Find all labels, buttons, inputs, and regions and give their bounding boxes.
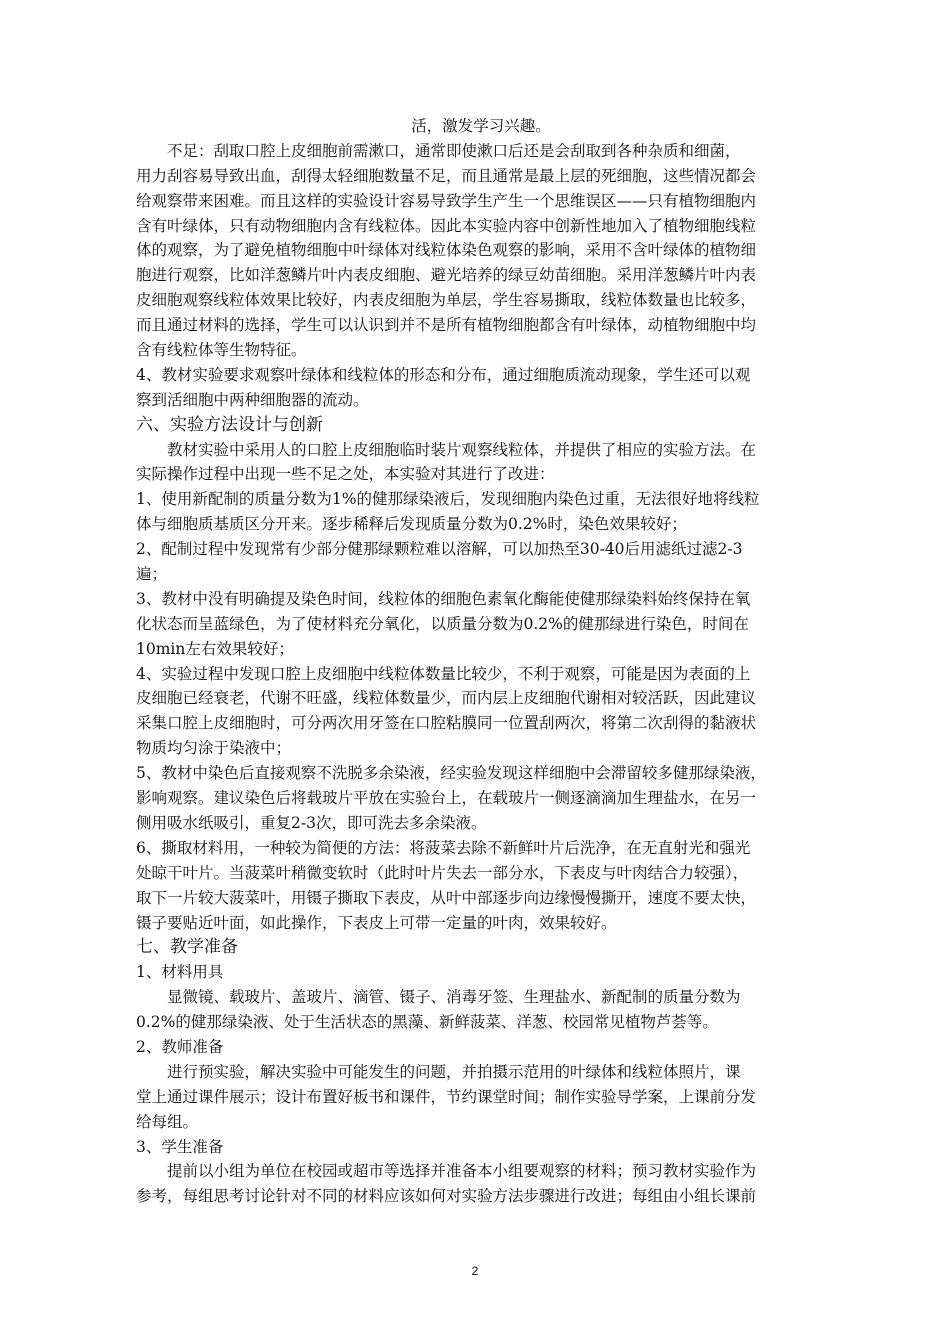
text-line: 察到活细胞中两种细胞器的流动。 (136, 390, 369, 409)
text-line: 取下一片较大菠菜叶，用镊子撕取下表皮，从叶中部逐步向边缘慢慢撕开，速度不要太快， (136, 888, 757, 907)
list-item-4: 4、实验过程中发现口腔上皮细胞中线粒体数量比较少，不利于观察，可能是因为表面的上 (136, 664, 751, 683)
text-line: 镊子要贴近叶面，如此操作，下表皮上可带一定量的叶肉，效果较好。 (136, 913, 617, 932)
text-line: 处晾干叶片。当菠菜叶稍微变软时（此时叶片失去一部分水，下表皮与叶肉结合力较强）， (136, 863, 749, 882)
text-line: 给每组。 (136, 1112, 199, 1131)
text-line: 侧用吸水纸吸引，重复2-3次，即可洗去多余染液。 (136, 813, 487, 832)
section-heading-6: 六、实验方法设计与创新 (136, 414, 323, 435)
text-line: 物质均匀涂于染液中； (136, 739, 292, 758)
text-line: 10min左右效果较好； (136, 639, 294, 658)
text-line: 遍； (136, 565, 168, 584)
text-line: 0.2%的健那绿染液、处于生活状态的黑藻、新鲜菠菜、洋葱、校园常见植物芦荟等。 (136, 1013, 718, 1032)
text-line: 堂上通过课件展示；设计布置好板书和课件，节约课堂时间；制作实验导学案，上课前分发 (136, 1087, 757, 1106)
text-line: 实际操作过程中出现一些不足之处，本实验对其进行了改进： (136, 465, 555, 484)
text-line: 胞进行观察，比如洋葱鳞片叶内表皮细胞、避光培养的绿豆幼苗细胞。采用洋葱鳞片叶内表 (136, 266, 757, 285)
text-line: 给观察带来困难。而且这样的实验设计容易导致学生产生一个思维误区——只有植物细胞内 (136, 191, 757, 210)
text-line: 显微镜、载玻片、盖玻片、滴管、镊子、消毒牙签、生理盐水、新配制的质量分数为 (167, 988, 741, 1007)
text-line: 而且通过材料的选择，学生可以认识到并不是所有植物细胞都含有叶绿体，动植物细胞中均 (136, 316, 757, 335)
text-line: 进行预实验，解决实验中可能发生的问题，并拍摄示范用的叶绿体和线粒体照片，课 (167, 1062, 741, 1081)
text-line: 教材实验中采用人的口腔上皮细胞临时装片观察线粒体，并提供了相应的实验方法。在 (167, 440, 757, 459)
subheading-teacher: 2、教师准备 (136, 1037, 224, 1056)
text-line: 参考，每组思考讨论针对不同的材料应该如何对实验方法步骤进行改进；每组由小组长课前 (136, 1187, 757, 1206)
text-line: 体与细胞质基质区分开来。逐步稀释后发现质量分数为0.2%时，染色效果较好； (136, 515, 687, 534)
list-item-2: 2、配制过程中发现常有少部分健那绿颗粒难以溶解，可以加热至30-40后用滤纸过滤2-3 (136, 540, 743, 559)
text-line: 采集口腔上皮细胞时，可分两次用牙签在口腔粘膜同一位置刮两次，将第二次刮得的黏液状 (136, 714, 757, 733)
text-line: 不足：刮取口腔上皮细胞前需漱口，通常即使漱口后还是会刮取到各种杂质和细菌， (167, 141, 741, 160)
text-line: 活，激发学习兴趣。 (411, 117, 551, 135)
text-line: 皮细胞观察线粒体效果比较好，内表皮细胞为单层，学生容易撕取，线粒体数量也比较多， (136, 291, 757, 310)
text-line: 化状态而呈蓝绿色，为了使材料充分氧化，以质量分数为0.2%的健那绿进行染色，时间在 (136, 614, 749, 633)
text-line: 提前以小组为单位在校园或超市等选择并准备本小组要观察的材料；预习教材实验作为 (167, 1162, 757, 1181)
subheading-materials: 1、材料用具 (136, 963, 224, 982)
text-line: 影响观察。建议染色后将载玻片平放在实验台上，在载玻片一侧逐滴滴加生理盐水，在另一 (136, 789, 757, 808)
page-number: 2 (471, 1264, 479, 1278)
subheading-students: 3、学生准备 (136, 1137, 224, 1156)
text-line: 用力刮容易导致出血，刮得太轻细胞数量不足，而且通常是最上层的死细胞，这些情况都会 (136, 166, 757, 185)
list-item-5: 5、教材中染色后直接观察不洗脱多余染液，经实验发现这样细胞中会滞留较多健那绿染液， (136, 764, 766, 783)
text-line: 体的观察，为了避免植物细胞中叶绿体对线粒体染色观察的影响，采用不含叶绿体的植物细 (136, 241, 757, 260)
section-heading-7: 七、教学准备 (136, 937, 238, 958)
list-item-1: 1、使用新配制的质量分数为1%的健那绿染液后，发现细胞内染色过重，无法很好地将线粒 (136, 490, 760, 509)
list-item-3: 3、教材中没有明确提及染色时间，线粒体的细胞色素氧化酶能使健那绿染料始终保持在氧 (136, 589, 751, 608)
text-line: 皮细胞已经衰老，代谢不旺盛，线粒体数量少，而内层上皮细胞代谢相对较活跃，因此建议 (136, 689, 757, 708)
document-body (136, 114, 826, 1209)
list-item-4: 4、教材实验要求观察叶绿体和线粒体的形态和分布，通过细胞质流动现象，学生还可以观 (136, 365, 751, 384)
list-item-6: 6、撕取材料用，一种较为简便的方法：将菠菜去除不新鲜叶片后洗净，在无直射光和强光 (136, 838, 751, 857)
text-line: 含有叶绿体，只有动物细胞内含有线粒体。因此本实验内容中创新性地加入了植物细胞线粒 (136, 216, 757, 235)
text-line: 含有线粒体等生物特征。 (136, 341, 307, 360)
